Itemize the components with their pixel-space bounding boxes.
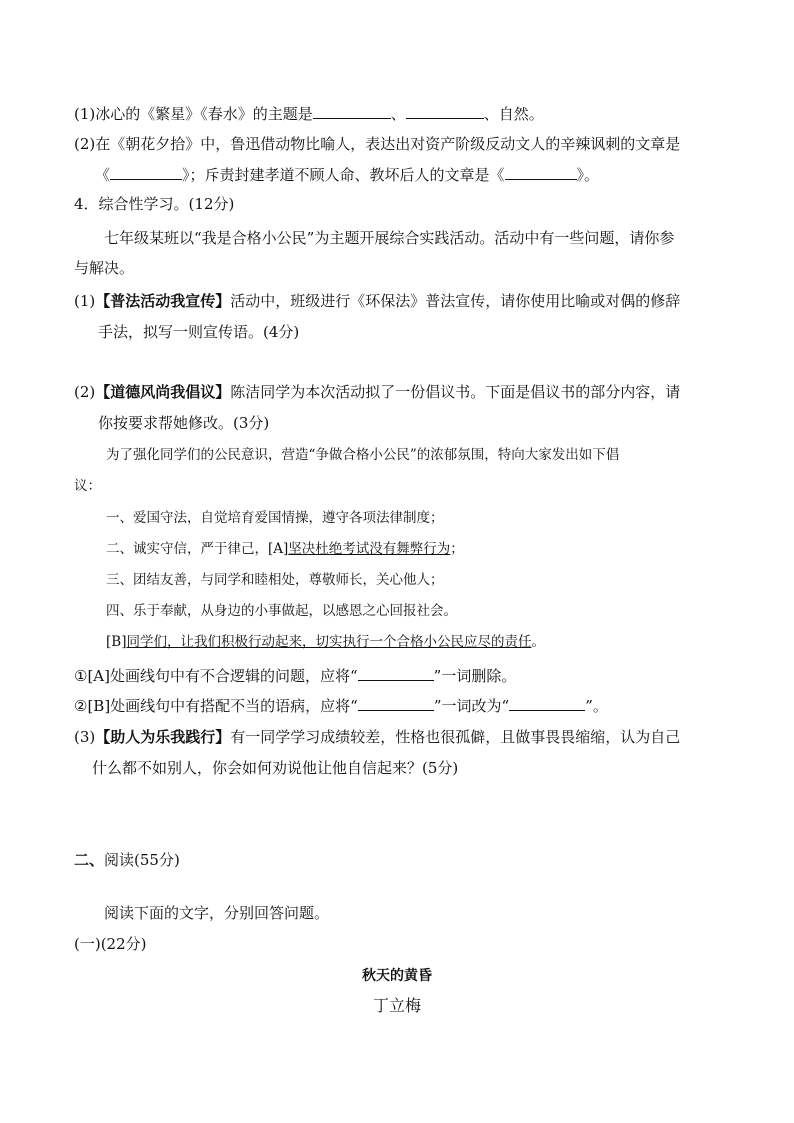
q-b-mid: ”一词改为“ (433, 697, 510, 715)
q3-item2-line2 (95, 163, 599, 185)
answer-blank[interactable] (509, 694, 585, 711)
q3-item1-text: (1)冰心的《繁星》《春水》的主题是 (74, 105, 313, 123)
q4-intro-line2: 与解决。 (74, 259, 135, 277)
q4-sub2-question-b (74, 694, 608, 716)
q3-item1-sep: 、 (390, 105, 406, 123)
q3-item2-line1: (2)在《朝花夕拾》中，鲁迅借动物比喻人，表达出对资产阶级反动文人的辛辣讽刺的文章是 (74, 135, 681, 153)
section2-instruction: 阅读下面的文字，分别回答问题。 (104, 904, 330, 922)
q4-intro-line1: 七年级某班以“我是合格小公民”为主题开展综合实践活动。活动中有一些问题，请你参 (104, 229, 675, 247)
q3-item2-close: 》。 (576, 166, 600, 184)
q4-sub2-text: 陈洁同学为本次活动拟了一份倡议书。下面是倡议书的部分内容，请 (230, 383, 681, 401)
q4-sub2-num: (2) (74, 383, 96, 401)
q4-sub1-line1 (74, 291, 680, 311)
article-author: 丁立梅 (372, 996, 421, 1015)
proposal-para1-line1: 为了强化同学们的公民意识，营造“争做合格小公民”的浓郁氛围，特向大家发出如下倡 (106, 447, 620, 463)
proposal-closing (106, 632, 545, 652)
proposal-item2-text: 二、诚实守信，严于律己，[A] (106, 541, 289, 557)
proposal-para1-line2: 议： (74, 478, 101, 494)
underlined-sentence-a: 坚决杜绝考试没有舞弊行为 (288, 541, 451, 557)
underlined-sentence-b: 同学们，让我们积极行动起来，切实执行一个合格小公民应尽的责任 (126, 634, 532, 650)
answer-blank[interactable] (406, 102, 484, 119)
q3-item1 (74, 102, 544, 124)
proposal-item2 (106, 539, 464, 559)
q4-sub2-line2: 你按要求帮她修改。(3分) (98, 414, 270, 432)
q4-sub3-line2: 什么都不如别人，你会如何劝说他让他自信起来？(5分) (92, 759, 459, 777)
answer-blank[interactable] (505, 163, 577, 180)
q4-sub2-question-a (74, 664, 516, 686)
q4-title: 4．综合性学习。(12分) (74, 195, 235, 213)
q4-sub3-num: (3) (74, 728, 96, 746)
section2-number: 二、 (74, 851, 105, 869)
q3-item2-mid: 》；斥责封建孝道不顾人命、教坏后人的文章是《 (182, 166, 505, 184)
proposal-item4: 四、乐于奉献，从身边的小事做起，以感恩之心回报社会。 (106, 603, 457, 619)
answer-blank[interactable] (358, 664, 434, 681)
q-a-end: ”一词删除。 (433, 667, 517, 685)
section2-part1: (一)(22分) (74, 935, 147, 953)
section2-heading: 阅读(55分) (104, 851, 180, 869)
q3-item2-open: 《 (95, 166, 111, 184)
q4-sub1-num: (1) (74, 292, 96, 310)
article-title: 秋天的黄昏 (362, 968, 432, 984)
answer-blank[interactable] (313, 102, 391, 119)
q4-sub3-text: 有一同学学习成绩较差，性格也很孤僻，且做事畏畏缩缩，认为自己 (230, 728, 681, 746)
q4-sub1-line2: 手法，拟写一则宣传语。(4分) (98, 323, 300, 341)
q3-item1-end: 、自然。 (483, 105, 544, 123)
proposal-item2-end: ； (450, 541, 464, 557)
proposal-closing-end: 。 (531, 634, 545, 650)
q-b-end: ”。 (585, 697, 608, 715)
q-b-text: ②[B]处画线句中有搭配不当的语病，应将“ (74, 697, 358, 715)
q4-sub1-text: 活动中，班级进行《环保法》普法宣传，请你使用比喻或对偶的修辞 (230, 292, 681, 310)
answer-blank[interactable] (358, 694, 434, 711)
q4-sub2-line1 (74, 382, 680, 402)
answer-blank[interactable] (110, 163, 182, 180)
q4-sub3-line1 (74, 727, 680, 747)
section2-title (74, 850, 180, 870)
q4-sub1-heading: 【普法活动我宣传】 (95, 292, 231, 310)
proposal-item3: 三、团结友善，与同学和睦相处，尊敬师长，关心他人； (106, 572, 444, 588)
q-a-text: ①[A]处画线句中有不合逻辑的问题，应将“ (74, 667, 358, 685)
proposal-item1: 一、爱国守法，自觉培育爱国情操，遵守各项法律制度； (106, 510, 444, 526)
proposal-closing-marker: [B] (106, 634, 127, 650)
q4-sub2-heading: 【道德风尚我倡议】 (95, 383, 231, 401)
q4-sub3-heading: 【助人为乐我践行】 (95, 728, 231, 746)
